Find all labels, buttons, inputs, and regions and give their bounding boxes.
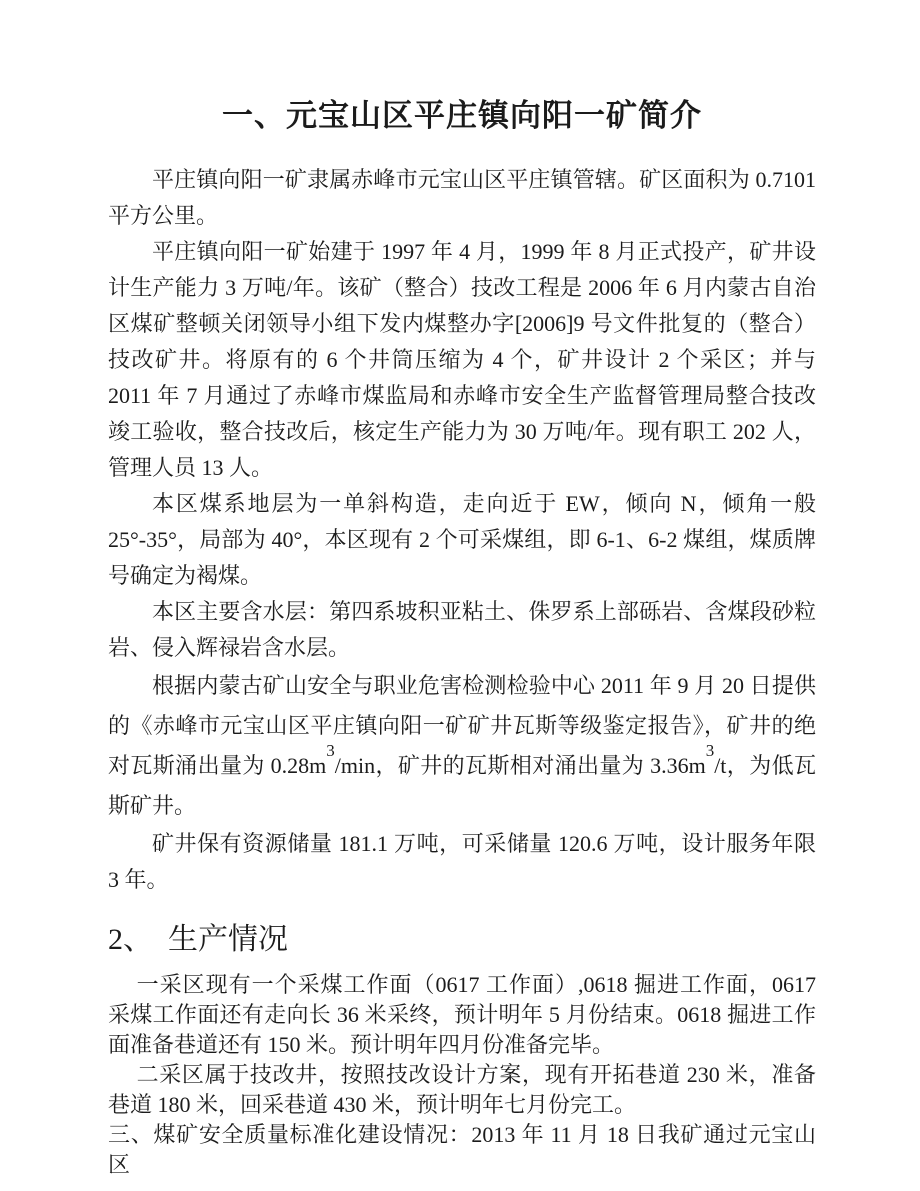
- paragraph-aquifers: 本区主要含水层：第四系坡积亚粘土、侏罗系上部砾岩、含煤段砂粒岩、侵入辉禄岩含水层。: [108, 599, 816, 661]
- gas-text-3: /t，为低瓦斯矿井。: [108, 753, 816, 819]
- paragraph-mining-district-1: 一采区现有一个采煤工作面（0617 工作面）,0618 掘进工作面，0617 采煤工作面还有走向长 36 米采终，预计明年 5 月份结束。0618 掘进工作面准备巷道还有 150 米。预计明年四月份准备完毕。: [108, 972, 816, 1058]
- paragraph-gas-emission: [108, 666, 816, 826]
- paragraph-mining-district-2: 二采区属于技改井，按照技改设计方案，现有开拓巷道 230 米，准备巷道 180 米，回采巷道 430 米，预计明年七月份完工。: [108, 1062, 816, 1118]
- paragraph-safety-standardization: 三、煤矿安全质量标准化建设情况：2013 年 11 月 18 日我矿通过元宝山区: [108, 1122, 816, 1178]
- document-content: [108, 96, 816, 1180]
- paragraph-reserves: 矿井保有资源储量 181.1 万吨，可采储量 120.6 万吨，设计服务年限 3 年。: [108, 831, 816, 893]
- paragraph-mine-jurisdiction: 平庄镇向阳一矿隶属赤峰市元宝山区平庄镇管辖。矿区面积为 0.7101 平方公里。: [108, 167, 816, 229]
- gas-text-1: 根据内蒙古矿山安全与职业危害检测检验中心 2011 年 9 月 20 日提供的《赤峰市元宝山区平庄镇向阳一矿矿井瓦斯等级鉴定报告》，矿井的绝对瓦斯涌出量为 0.28m: [108, 673, 816, 779]
- document-title: 一、元宝山区平庄镇向阳一矿简介: [222, 98, 702, 133]
- gas-text-2: /min，矿井的瓦斯相对涌出量为 3.36m: [334, 753, 706, 779]
- superscript-cubed-2: 3: [705, 740, 715, 760]
- superscript-cubed-1: 3: [326, 740, 335, 760]
- section2-heading: 2、 生产情况: [108, 923, 288, 957]
- paragraph-mine-history: 平庄镇向阳一矿始建于 1997 年 4 月，1999 年 8 月正式投产，矿井设计生产能力 3 万吨/年。该矿（整合）技改工程是 2006 年 6 月内蒙古自治区煤矿整顿关闭领导小组下发内煤整办字[2006]9 号文件批复的（整合）技改矿井。将原有的 6 个井筒压缩为 4 个，矿井设计 2 个采区；并与 2011 年 7 月通过了赤峰市煤监局和赤峰市安全生产监督管理局整合技改竣工验收，整合技改后，核定生产能力为 30 万吨/年。现有职工 202 人，管理人员 13 人。: [108, 239, 816, 481]
- paragraph-coal-seam-geology: 本区煤系地层为一单斜构造，走向近于 EW，倾向 N，倾角一般 25°-35°，局部为 40°，本区现有 2 个可采煤组，即 6-1、6-2 煤组，煤质牌号确定为褐煤。: [108, 491, 816, 589]
